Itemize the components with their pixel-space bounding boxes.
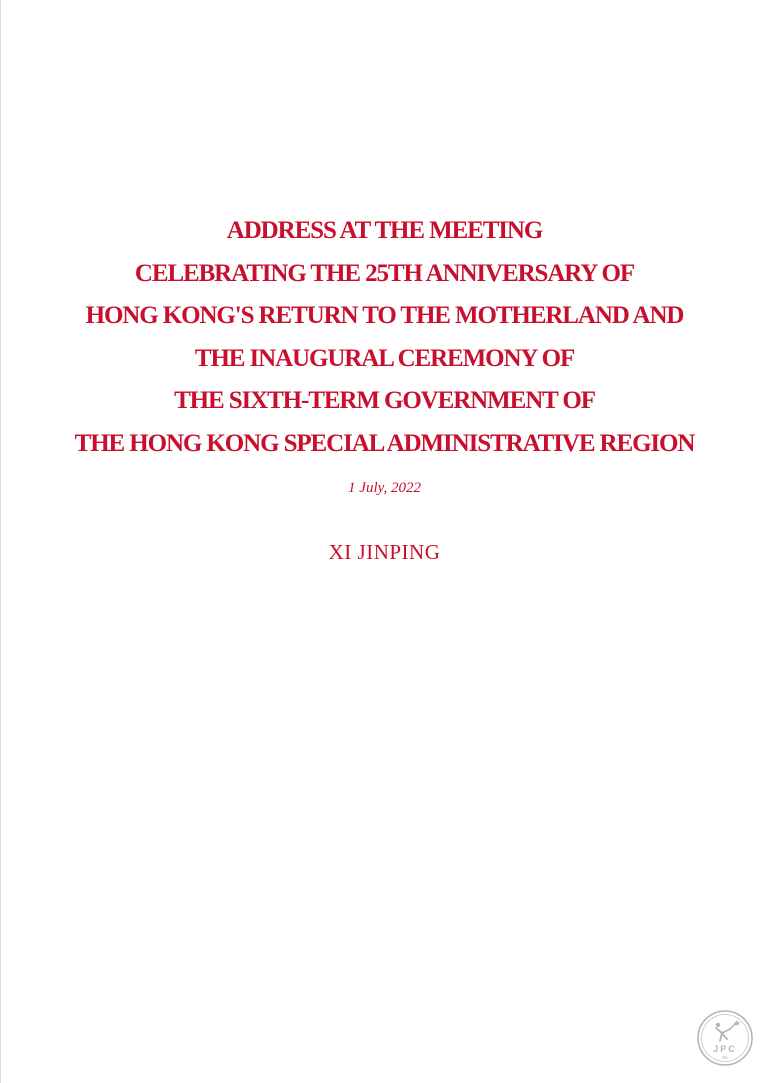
document-title [1, 210, 767, 465]
title-line-3: HONG KONG'S RETURN TO THE MOTHERLAND AND [85, 302, 684, 329]
logo-subtext: HK [721, 1055, 729, 1060]
title-line-5: THE SIXTH-TERM GOVERNMENT OF [174, 387, 595, 414]
jpc-seal-icon [696, 1009, 754, 1067]
title-line-6: THE HONG KONG SPECIAL ADMINISTRATIVE REGION [74, 429, 695, 457]
title-line-2: CELEBRATING THE 25TH ANNIVERSARY OF [134, 259, 635, 287]
logo-text: JPC [713, 1044, 737, 1054]
document-date: 1 July, 2022 [348, 480, 421, 496]
document-author: XI JINPING [328, 540, 441, 564]
title-line-4: THE INAUGURAL CEREMONY OF [194, 344, 575, 372]
title-line-1: ADDRESS AT THE MEETING [226, 217, 543, 244]
